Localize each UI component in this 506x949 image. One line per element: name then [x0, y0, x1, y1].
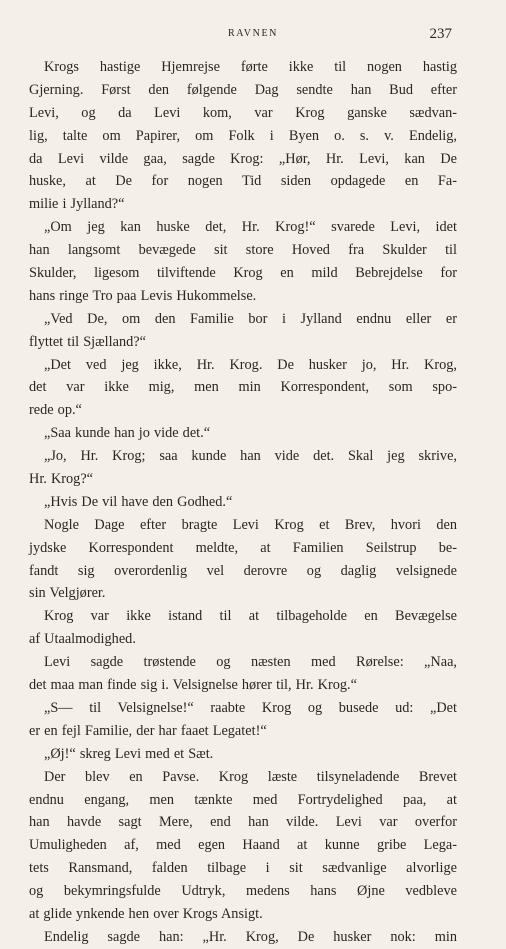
- text-line: Skulder, ligesom tilviftende Krog en mild Bebrejdelse for: [29, 265, 457, 282]
- text-line: det maa man finde sig i. Velsignelse hører til, Hr. Krog.“: [29, 677, 357, 694]
- text-line: „Saa kunde han jo vide det.“: [44, 425, 211, 442]
- text-line: hans ringe Tro paa Levis Hukommelse.: [29, 287, 257, 304]
- text-line: Endelig sagde han: „Hr. Krog, De husker nok: min: [44, 928, 457, 945]
- text-line: jydske Korrespondent meldte, at Familien Seilstrup be-: [29, 539, 457, 556]
- text-line: det var ikke mig, men min Korrespondent, som spo-: [29, 379, 457, 396]
- text-line: at glide ynkende hen over Krogs Ansigt.: [29, 905, 263, 922]
- text-line: endnu engang, men tænkte med Fortrydelighed paa, at: [29, 791, 457, 808]
- text-line: og bekymringsfulde Udtryk, medens hans Øjne vedbleve: [29, 883, 457, 900]
- text-line: „Øj!“ skreg Levi med et Sæt.: [44, 745, 214, 762]
- text-line: fandt sig overordenlig vel derovre og daglig velsignede: [29, 562, 457, 579]
- text-line: Gjerning. Først den følgende Dag sendte han Bud efter: [29, 81, 457, 98]
- text-line: rede op.“: [29, 402, 82, 419]
- text-line: Umuligheden af, med egen Haand at kunne gribe Lega-: [29, 837, 457, 854]
- text-line: „Jo, Hr. Krog; saa kunde han vide det. Skal jeg skrive,: [44, 448, 457, 465]
- text-line: tets Ransmand, falden tilbage i sit sædvanlige alvorlige: [29, 860, 457, 877]
- text-line: han havde sagt Mere, end han vilde. Levi var overfor: [29, 814, 457, 831]
- text-line: Krogs hastige Hjemrejse førte ikke til nogen hastig: [44, 59, 457, 75]
- text-line: han langsomt bevægede sit store Hoved fra Skulder til: [29, 242, 457, 259]
- running-title: RAVNEN: [228, 28, 278, 39]
- text-line: „Ved De, om den Familie bor i Jylland endnu eller er: [44, 310, 457, 327]
- text-line: sin Velgjører.: [29, 585, 106, 602]
- body-text: [29, 56, 457, 949]
- text-line: „S— til Velsignelse!“ raabte Krog og busede ud: „Det: [44, 699, 457, 716]
- page-number: 237: [429, 26, 452, 42]
- text-line: af Utaalmodighed.: [29, 631, 136, 648]
- text-line: „Om jeg kan huske det, Hr. Krog!“ svarede Levi, idet: [44, 219, 457, 236]
- text-line: Der blev en Pavse. Krog læste tilsyneladende Brevet: [44, 768, 457, 785]
- text-line: „Det ved jeg ikke, Hr. Krog. De husker jo, Hr. Krog,: [44, 356, 457, 373]
- running-head: [0, 26, 506, 46]
- text-line: „Hvis De vil have den Godhed.“: [44, 493, 233, 510]
- text-line: Levi, og da Levi kom, var Krog ganske sædvan-: [29, 104, 457, 121]
- text-line: milie i Jylland?“: [29, 196, 125, 213]
- text-line: Hr. Krog?“: [29, 471, 94, 488]
- text-line: da Levi vilde gaa, sagde Krog: „Hør, Hr. Levi, kan De: [29, 150, 457, 167]
- text-line: huske, at De for nogen Tid siden opdagede en Fa-: [29, 173, 457, 190]
- text-line: Nogle Dage efter bragte Levi Krog et Brev, hvori den: [44, 516, 457, 533]
- text-line: Levi sagde trøstende og næsten med Rørelse: „Naa,: [44, 654, 457, 671]
- text-line: Krog var ikke istand til at tilbageholde en Bevægelse: [44, 608, 457, 625]
- text-line: flyttet til Sjælland?“: [29, 333, 146, 350]
- text-line: lig, talte om Papirer, om Folk i Byen o. s. v. Endelig,: [29, 127, 457, 144]
- text-line: er en fejl Familie, der har faaet Legatet!“: [29, 722, 267, 739]
